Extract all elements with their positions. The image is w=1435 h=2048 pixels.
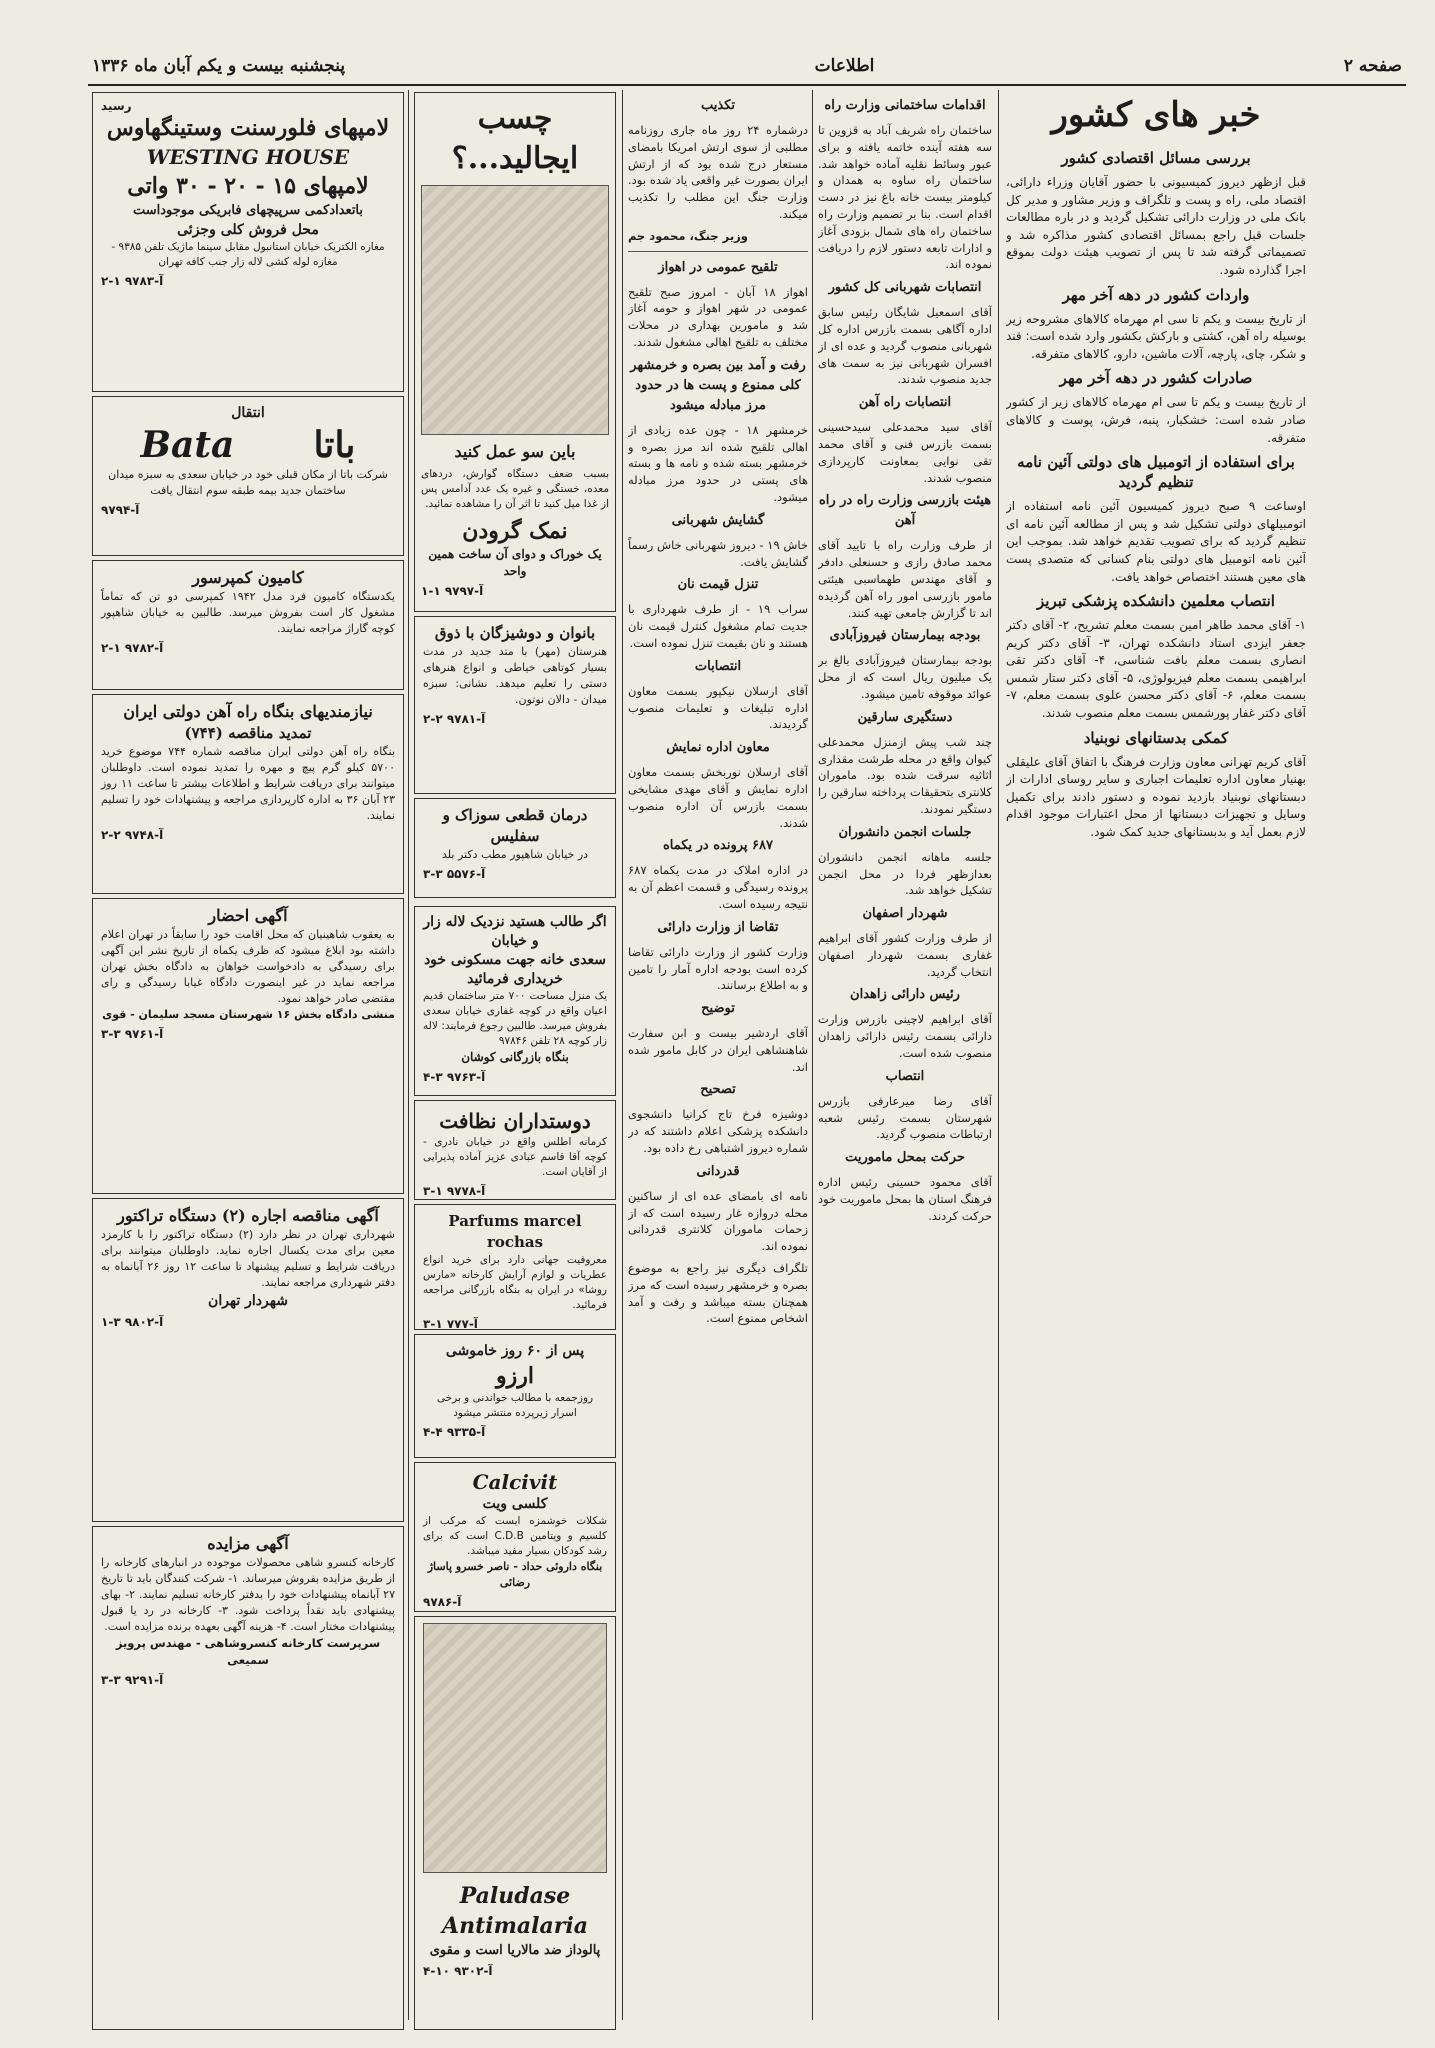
issue-date: پنجشنبه بیست و یکم آبان ماه ۱۳۳۶ [92,56,346,76]
clinic-ad [414,798,616,898]
bata-logo-row [101,423,395,467]
bata-ad [92,396,404,556]
article-body: آقای ارسلان نیکپور بسمت معاون اداره تبلیغات و تعلیمات منصوب گردیدند. [628,683,808,732]
summons-signature: منشی دادگاه بخش ۱۶ شهرستان مسجد سلیمان - قوی [102,1008,395,1021]
article-title: انتصاب [885,1068,925,1084]
article-title: رئیس دارائی زاهدان [850,987,960,1003]
calcivit-store: بنگاه داروئی حداد - ناصر خسرو پاساژ رضائی [427,1560,603,1589]
lamp-line-1: باتعدادکمی سرپیچهای فابریکی موجوداست [132,203,364,218]
ad-code: آ-۹۸۰۲ ۳-۱ [101,1315,164,1329]
tractor-signature: شهردار تهران [208,1293,288,1309]
ad-code: آ-۷۷۷ ۱-۳ [423,1317,478,1330]
lamp-tag: رسید [101,99,132,113]
article-title: تلقیح عمومی در اهواز [658,259,778,275]
ad-code: آ-۹۷۹۴ [101,503,140,517]
article-body: چند شب پیش ازمنزل محمدعلی کیوان واقع در محله طرشت مقداری اثاثیه سرقت شده بود. ماموران کلانتری بتحقیقات پرداخته سارقین را دستگیر نمودند. [818,734,992,816]
article-title: کمکی بدستانهای نوبنیاد [1083,728,1229,747]
ad-code: آ-۹۷۶۳ ۳-۴ [423,1070,486,1084]
article-title: انتصابات [694,658,742,674]
gum-ad [414,92,616,612]
article-title: ۶۸۷ پرونده در یکماه [662,838,773,854]
ad-code: آ-۹۷۸۱ ۲-۲ [423,712,486,726]
gum-brand: نمک گرودن [462,518,568,544]
lamp-line-3: مغازه الکتریک خیابان استانبول مقابل سینما ماژیک تلفن ۹۳۸۵ - مغازه لوله کشی لاله زار جنب کافه تهران [111,241,385,268]
divider [628,251,808,252]
tractor-title: آگهی مناقصه اجاره (۲) دستگاه تراکتور [117,1206,379,1225]
society-ad [414,1100,616,1200]
gum-slogan: یک خوراک و دوای آن ساخت همین واحد [428,547,602,578]
truck-body: یکدستگاه کامیون فرد مدل ۱۹۴۲ کمپرسی دو تن که تماماً مشغول کار است بفروش میرسد. طالبین به خیابان شاهپور کوچه گاراژ مراجعه نمایند. [101,590,395,635]
house-company: بنگاه بازرگانی کوشان [461,1050,569,1064]
ad-code: آ-۹۷۸۲ ۱-۲ [101,641,164,655]
column-rule [408,90,409,2020]
bata-latin: Bata [140,424,235,466]
spacer [628,1620,644,1632]
ad-code: آ-۹۷۶۱ ۳-۳ [101,1027,164,1041]
railway-ad [92,694,404,894]
article-title: برای استفاده از اتومبیل های دولتی آئین نامه تنظیم گردید [1017,453,1295,492]
gum-body: بسبب ضعف دستگاه گوارش، دردهای معده، خستگی و غیره یک عدد آدامس پس از غذا میل کنید تا اثر آن را مشاهده نمائید. [421,468,609,510]
article-body: از تاریخ بیست و یکم تا سی ام مهرماه کالاهای زیر از کشور صادر شده است: خشکبار، پنبه، فرش، پوست و کالاهای متفرقه. [1006,395,1306,445]
tractor-body: شهرداری تهران در نظر دارد (۲) دستگاه تراکتور را با کارمزد معین برای مدت یکسال اجاره نماید. داوطلبان میتوانند برای دریافت شرایط و تسلیم پیشنهاد تا ساعت ۱۲ روز ۲۶ آبانماه به دفتر شهرداری مراجعه نمایند. [101,1228,395,1289]
auction-ad [92,1526,404,2030]
article-body: قبل ازظهر دیروز کمیسیونی با حضور آقایان وزراء دارائی، اقتصاد ملی، راه و پست و تلگراف و وزیر مشاور و مدیر کل بانک ملی در وزارت دارائی تشکیل گردید و در باره مطالعات جلسات قبل راجع بمسائل اقتصادی کشور مذاکره شد و تصمیماتی گرفته شد تا پس از تصویب هیئت دولت بموقع اجرا گذارده شود. [1006,175,1306,277]
article-body: آقای ابراهیم لاچینی بازرس وزارت دارائی بسمت رئیس دارائی زاهدان منصوب شده است. [818,1012,992,1061]
gum-headline: چسب ایجالید...؟ [451,101,579,176]
article-body: آقای اسمعیل شایگان رئیس سابق اداره آگاهی بسمت بازرس اداره کل شهربانی منصوب گردید و عده ای از افسران شهربانی نیز به سمت های جدید منصوب شدند. [818,305,992,387]
article-body: دوشیزه فرخ تاج کرانیا دانشجوی دانشکده پزشکی اعلام داشتند که در شماره دیروز اشتباهی رخ داده بود. [628,1107,808,1156]
article-title: صادرات کشور در دهه آخر مهر [1059,369,1253,388]
lamp-title: لامپهای فلورسنت وستینگهاوس [106,115,390,141]
article-signature: وزیر جنگ، محمود جم [628,228,748,243]
gum-caption: باین سو عمل کنید [454,442,576,461]
bata-fa: باتا [313,424,356,466]
article-title: انتصابات راه آهن [858,395,952,411]
article-body: آقای کریم تهرانی معاون وزارت فرهنگ با اتفاق آقای علیقلی بهنیار معاون اداره تعلیمات اجباری و سایر روسای ادارات از دبستانهای نوبنیاد بازدید نموده و دستور دادند برای تکمیل وسایل و تجهیزات دبستانها از محل اعتبارات موجود اقدام لازم بعمل آید و بدبستانهای جدید کمک شود. [1006,754,1306,840]
article-title: تقاضا از وزارت دارائی [657,919,779,935]
ad-code: آ-۹۲۹۱ ۳-۳ [101,1673,164,1687]
summons-ad [92,898,404,1194]
auction-signature: سرپرست کارخانه کنسروشاهی - مهندس پرویز سمیعی [115,1636,381,1667]
paper-name: اطلاعات [814,56,875,76]
article-title: تکذیب [700,98,735,113]
article-body: تلگراف دیگری نیز راجع به موضوع بصره و خرمشهر رسیده است که مرز همچنان بسته میباشد و رفت و آمد اشخاص ممنوع است. [628,1261,808,1326]
article-title: اقدامات ساختمانی وزارت راه [824,98,986,113]
article-body: آقای محمود حسینی رئیس اداره فرهنگ استان ها بمحل ماموریت خود حرکت کردند. [818,1175,992,1223]
article-body: سراب ۱۹ - از طرف شهرداری با جدیت تمام مشغول کنترل قیمت نان هستند و نان بقیمت تنزل نموده است. [628,602,808,650]
clinic-title: درمان قطعی سوزاک و سفلیس [442,806,588,845]
paludase-fa: پالوداز ضد مالاریا است و مقوی [429,1943,601,1958]
calcivit-fa: کلسی ویت [482,1496,548,1512]
truck-title: کامیون کمپرسور [192,568,304,587]
summons-title: آگهی احضار [208,906,288,925]
article-title: انتصاب معلمین دانشکده پزشکی تبریز [1037,592,1275,611]
article-body: خرمشهر ۱۸ - چون عده زیادی از اهالی تلقیح شده اند مرز بصره و خرمشهر بسته شده و نامه ها و بسته های پستی در حدود مرز مبادله میشود. [628,422,808,504]
ad-code: آ-۹۷۷۸ ۱-۳ [423,1184,486,1198]
bata-body: شرکت باتا از مکان قبلی خود در خیابان سعدی به سبزه میدان ساختمان جدید بیمه طبقه سوم انتقال یافت [108,468,388,497]
arzou-body: روزجمعه با مطالب خواندنی و برخی اسرار زیرپرده منتشر میشود [436,1392,594,1419]
section-title: خبر های کشور [1051,95,1261,135]
column-rule [812,90,813,2020]
auction-title: آگهی مزایده [207,1534,289,1553]
article-body: اوساعت ۹ صبح دیروز کمیسیون آئین نامه استفاده از اتومبیلهای دولتی تشکیل شد و پس از مطالعه آئین نامه ای تنظیم گردید که برای تصویب تقدیم خواهد شد. بموجب این آئین نامه اتومبیل های دولتی بنام کسانی که متصدی پست های معین هستند اختصاص خواهد یافت. [1006,499,1306,584]
railway-title: نیازمندیهای بنگاه راه آهن دولتی ایران [123,702,373,721]
house-subtitle: سعدی خانه جهت مسکونی خود [423,952,607,968]
house-body: یک منزل مساحت ۷۰۰ متر ساختمان قدیم اعیان واقع در کوچه غفاری خیابان سعدی بفروش میرسد. طالبین رجوع فرمایند: لاله زار کوچه ۲۸ تلفن ۹۷۸۴۶ [423,990,607,1047]
tractor-ad [92,1198,404,1522]
ad-code: آ-۹۷۹۷ ۱-۱ [421,584,484,598]
article-title: انتصابات شهربانی کل کشور [828,280,982,296]
masthead-rule [88,84,1406,86]
article-title: حرکت بمحل ماموریت [845,1150,965,1166]
article-title: رفت و آمد بین بصره و خرمشهر کلی ممنوع و پست ها در حدود مرز مبادله میشود [630,357,806,413]
article-body: آقای ارسلان نوربخش بسمت معاون اداره نمایش و آقای مهدی مشایخی بسمت بازرس آن اداره منصوب شدند. [628,765,808,830]
article-title: تصحیح [700,1082,736,1098]
spacer [92,2030,108,2042]
lamp-line-2: محل فروش کلی وجزئی [177,222,319,238]
article-body: اهواز ۱۸ آبان - امروز صبح تلقیح عمومی در شهر اهواز و حومه آغاز شد و مامورین بهداری در محلات مختلف به تلقیح اهالی مشغول شدند. [628,284,808,349]
paludase-brand: Paludase [459,1883,571,1909]
article-body: آقای رضا میرعارفی بازرس شهرستان بسمت رئیس شعبه ارتباطات منصوب گردید. [818,1093,992,1142]
page-number: صفحه ۲ [1343,56,1402,76]
school-body: هنرستان (مهر) با متد جدید در مدت بسیار کوتاهی خیاطی و انواع هنرهای دستی را تعلیم میدهد. نشانی: سبزه میدان - دالان نوتون. [423,645,607,706]
society-body: کرمانه اطلس واقع در خیابان نادری - کوچه آقا قاسم عبادی عزیز آماده پذیرایی از آقایان است. [423,1136,607,1178]
house-subtitle-2: خریداری فرمائید [467,971,563,987]
truck-ad [92,560,404,690]
auction-body: کارخانه کنسرو شاهی محصولات موجوده در انبارهای کارخانه را از طریق مزایده بفروش میرساند. ۱- شرکت کنندگان باید تا تاریخ ۲۷ آبانماه پیشنهادات خود را بدفتر کارخانه تسلیم نمایند. ۲- بهای پیشنهادی باید نقداً پرداخت شود. ۳- کارخانه در رد یا قبول پیشنهادات مختار است. ۴- هزینه آگهی بعهده برنده مزایده است. [101,1556,395,1633]
article-body: آقای سید محمدعلی سیدحسینی بسمت بازرس فنی و آقای محمد تقی نوایی بمعاونت کارپردازی منصوب شدند. [818,420,992,485]
article-body: ۱- آقای محمد طاهر امین بسمت معلم تشریح، ۲- آقای دکتر جعفر ایزدی استاد دانشکده تهران، ۳- آقای دکتر کریم انصاری بسمت معلم بافت شناسی، ۴- آقای دکتر تقی ابراهیمی بسمت معلم فیزیولوژی، ۵- آقای دکتر ستار شمس بسمت معلم، ۶- آقای دکتر محسن علوی بسمت معلم، ۷- آقای دکتر غفار پورشمس بسمت معلم منصوب شدند. [1006,618,1306,721]
column-rule [998,90,999,2020]
article-body: درشماره ۲۴ روز ماه جاری روزنامه مطلبی از سوی ارتش امریکا بامضای مستعار درج شده بود که از ارتش ایران بصورت غیر واقعی یاد شده بود. وزارت جنگ این مطلب را تکذیب میکند. [628,123,808,221]
article-body: از طرف وزارت کشور آقای ابراهیم غفاری بسمت شهردار اصفهان انتخاب گردید. [818,931,992,979]
article-body: آقای اردشیر بیست و ابن سفارت شاهنشاهی ایران در کابل مامور شده اند. [628,1026,808,1074]
ad-code: آ-۹۳۰۲ ۱۰-۴ [423,1964,493,1978]
school-ad [414,616,616,794]
lamp-brand: WESTING HOUSE [146,145,350,169]
article-title: دستگیری سارقین [857,709,953,725]
article-title: جلسات انجمن دانشوران [838,824,972,840]
ad-code: آ-۹۳۳۵ ۴-۴ [423,1425,486,1439]
article-body: از طرف وزارت راه با تایید آقای محمد صادق رازی و حسنعلی دادفر و آقای مهندس طهماسبی هیئتی مامور بازرسی امور راه آهن گردیده اند تا گزارش جامعی تهیه کنند. [818,538,992,620]
article-title: تنزل قیمت نان [677,577,759,593]
calcivit-body: شکلات خوشمزه ایست که مرکب از کلسیم و ویتامین C.D.B است که برای رشد کودکان بسیار مفید میباشد. [423,1515,607,1557]
article-title: توضیح [701,1001,735,1017]
society-title: دوستداران نظافت [439,1109,591,1133]
perfume-title: Parfums marcel rochas [448,1212,582,1251]
news-column [1006,92,1306,2032]
column-rule [622,90,623,2020]
article-title: شهردار اصفهان [862,906,948,922]
summons-body: به یعقوب شاهینیان که محل اقامت خود را سابقاً در تهران اعلام داشته بود ابلاغ میشود که ظرف یکماه از تاریخ نشر این آگهی برای رسیدگی به دادخواست خواهان به دادگاه بخش تهران مراجعه نماید در غیر اینصورت دادگاه غیابا رسیدگی و رای مقتضی صادر خواهد نمود. [101,928,395,1005]
middle-news-column [628,92,808,2032]
house-title: اگر طالب هستید نزدیک لاله زار و خیابان [423,914,607,949]
paludase-ad [414,1616,616,2030]
article-title: معاون اداره نمایش [666,740,770,756]
article-body: بودجه بیمارستان فیروزآبادی بالغ بر یک میلیون ریال است که از محل عوائد موقوفه تامین میشود. [818,653,992,701]
house-ad [414,906,616,1096]
spacer [622,92,638,104]
ministry-column [818,92,992,2032]
clinic-body: در خیابان شاهپور مطب دکتر بلد [441,848,589,861]
calcivit-title: Calcivit [472,1470,558,1494]
article-body: نامه ای بامضای عده ای از ساکنین محله دروازه غار رسیده است که از زحمات ماموران کلانتری قدردانی نموده اند. [628,1188,808,1254]
ad-code: آ-۵۵۷۶ ۳-۳ [423,867,486,881]
gum-illustration [421,185,609,435]
arzou-name: ارزو [496,1363,534,1389]
article-title: بررسی مسائل اقتصادی کشور [1061,149,1251,167]
calcivit-ad [414,1462,616,1612]
ad-code: آ-۹۷۸۶ [423,1595,462,1609]
bata-tag: انتقال [231,405,265,421]
article-title: قدردانی [696,1163,740,1179]
article-body: از تاریخ بیست و یکم تا سی ام مهرماه کالاهای مشروحه زیر بوسیله راه آهن، کشتی و بارکش بکشور وارد شده است: قند و شکر، چای، پارچه، آلات ماشین، دارو، کالاهای متفرقه. [1006,311,1306,361]
article-body: ساختمان راه شریف آباد به قزوین تا سه هفته آینده خاتمه یافته و برای عبور وسائط نقلیه آماده خواهد شد. ساختمان راه ساوه به همدان و کیلومتر بیست خانه باغ نیز در دست اقدام است. بنا بر تصمیم وزارت راه ساختمان راه های شمال بزودی آغاز و ادارات تابعه دستور لازم را دریافت نموده اند. [818,123,992,272]
perfume-body: معروفیت جهانی دارد برای خرید انواع عطریات و لوازم آرایش کارخانه «مارس روشا» در ایران به بنگاه بازرگانی مراجعه فرمائید. [423,1254,607,1311]
railway-subtitle: تمدید مناقصه (۷۴۴) [184,724,312,742]
arzou-title: پس از ۶۰ روز خاموشی [445,1343,585,1359]
article-body: وزارت کشور از وزارت دارائی تقاضا کرده است بودجه اداره آمار را تامین و به اطلاع برسانند. [628,944,808,993]
school-title: بانوان و دوشیزگان با ذوق [434,624,596,642]
ad-code: آ-۹۷۴۸ ۲-۲ [101,828,164,842]
arzou-ad [414,1334,616,1458]
lamp-sizes: لامپهای ۱۵ - ۲۰ - ۳۰ واتی [127,173,369,199]
article-body: خاش ۱۹ - دیروز شهربانی خاش رسماً گشایش یافت. [628,537,808,569]
antimalaria-label: Antimalaria [442,1913,588,1939]
article-body: جلسه ماهانه انجمن دانشوران بعدازظهر فردا در محل انجمن تشکیل خواهد شد. [818,849,992,898]
article-title: بودجه بیمارستان فیروزآبادی [829,628,981,644]
article-body: در اداره املاک در مدت یکماه ۶۸۷ پرونده رسیدگی و قسمت اعظم آن به نتیجه رسیده است. [628,863,808,911]
paludase-illustration [423,1623,607,1873]
masthead [92,52,1402,80]
ad-code: آ-۹۷۸۳ ۱-۲ [101,274,164,288]
article-title: گشایش شهربانی [671,512,765,528]
railway-body: بنگاه راه آهن دولتی ایران مناقصه شماره ۷۴۴ موضوع خرید ۵۷۰۰ کیلو گرم پیچ و مهره را تمدید نموده است. داوطلبان میتوانند برای دریافت شرایط و اطلاعات بیشتر تا ساعت ۱۱ روز ۲۳ آبان ۳۶ به اداره کارپردازی مراجعه و پیشنهادات خود را تسلیم نمایند. [101,745,396,822]
lamp-ad [92,92,404,392]
article-title: هیئت بازرسی وزارت راه در راه آهن [818,493,992,529]
perfume-ad [414,1204,616,1330]
article-title: واردات کشور در دهه آخر مهر [1062,285,1250,304]
